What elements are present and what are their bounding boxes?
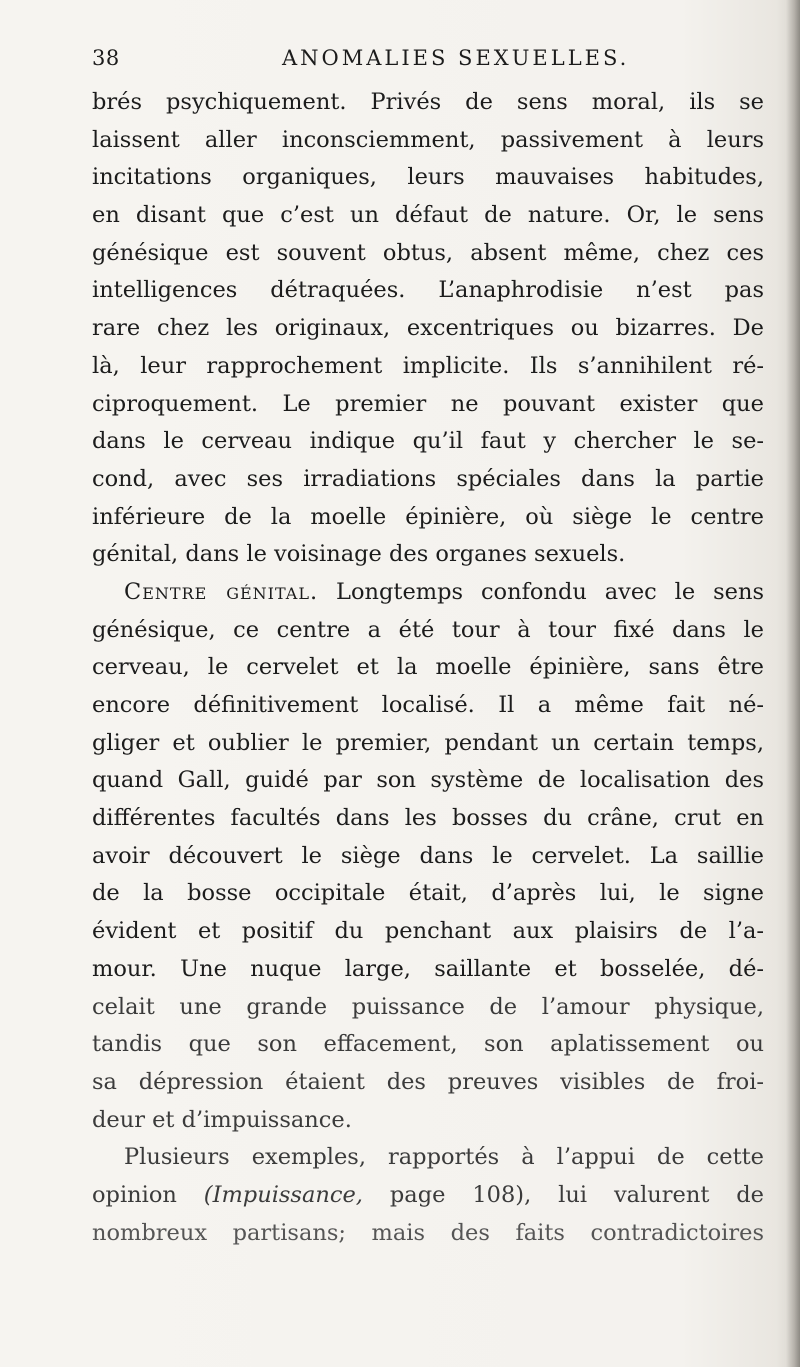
text-line: génital, dans le voisinage des organes sexuels.	[92, 541, 626, 568]
text-line: dans le cerveau indique qu’il faut y chercher le se-	[92, 428, 764, 455]
text-line: incitations organiques, leurs mauvaises habitudes,	[92, 164, 764, 191]
text-line: génésique est souvent obtus, absent même, chez ces	[92, 239, 764, 266]
text-line: encore définitivement localisé. Il a même fait né-	[92, 692, 764, 718]
section-heading: Centre génital.	[124, 578, 319, 605]
citation-tail: page 108), lui valurent de	[389, 1181, 764, 1208]
text-line: rare chez les originaux, excentriques ou bizarres. De	[92, 315, 764, 342]
text-line: inférieure de la moelle épinière, où siège le centre	[92, 503, 764, 530]
text-line: mour. Une nuque large, saillante et bosselée, dé-	[92, 955, 764, 982]
text-line: laissent aller inconsciemment, passivement à leurs	[92, 126, 764, 153]
text-line: cond, avec ses irradiations spéciales dans la partie	[92, 465, 764, 492]
text-line: avoir découvert le siège dans le cervelet. La saillie	[92, 842, 764, 869]
section-first-line	[92, 574, 764, 612]
text-line: de la bosse occipitale était, d’après lui, le signe	[92, 880, 764, 907]
page-header	[92, 46, 732, 76]
text-line: Plusieurs exemples, rapportés à l’appui de cette	[124, 1144, 764, 1171]
text-line: en disant que c’est un défaut de nature. Or, le sens	[92, 202, 764, 229]
section-first-line-text: Longtemps confondu avec le sens	[336, 578, 764, 605]
text-line: tandis que son effacement, son aplatissement ou	[92, 1031, 764, 1058]
text-line: quand Gall, guidé par son système de localisation des	[92, 767, 764, 794]
text-line: gliger et oublier le premier, pendant un certain temps,	[92, 729, 764, 756]
text-line: cerveau, le cervelet et la moelle épinière, sans être	[92, 654, 764, 681]
text-line: génésique, ce centre a été tour à tour fixé dans le	[92, 616, 764, 643]
text-line: nombreux partisans; mais des faits contradictoires	[92, 1219, 764, 1246]
citation-title: (Impuissance,	[203, 1181, 363, 1208]
page-number: 38	[92, 46, 120, 70]
text-line: intelligences détraquées. L’anaphrodisie n’est pas	[92, 277, 764, 304]
text-line: différentes facultés dans les bosses du crâne, crut en	[92, 805, 764, 832]
text-line: deur et d’impuissance.	[92, 1106, 352, 1133]
page-edge-shadow	[786, 0, 800, 1367]
text-line: celait une grande puissance de l’amour physique,	[92, 993, 764, 1020]
text-line: brés psychiquement. Privés de sens moral, ils se	[92, 89, 764, 115]
text-line: sa dépression étaient des preuves visibles de froi-	[92, 1068, 764, 1095]
text-line: là, leur rapprochement implicite. Ils s’annihilent ré-	[92, 352, 764, 379]
running-head: ANOMALIES SEXUELLES.	[282, 46, 630, 70]
text-line: évident et positif du penchant aux plaisirs de l’a-	[92, 918, 764, 945]
citation-lead: opinion	[92, 1181, 177, 1208]
body-text	[92, 84, 764, 1252]
text-line-citation	[92, 1177, 764, 1215]
text-line: ciproquement. Le premier ne pouvant exister que	[92, 390, 764, 417]
